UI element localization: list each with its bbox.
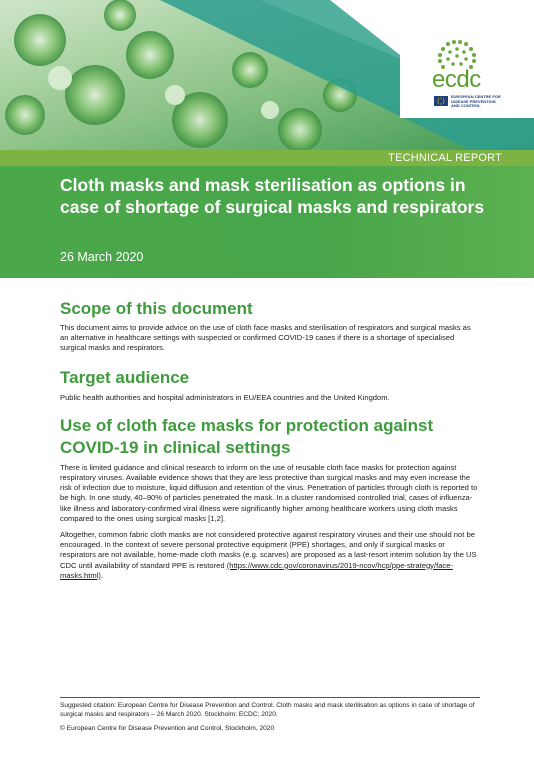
logo-org-line-2: DISEASE PREVENTION — [451, 98, 496, 104]
cloth-masks-heading: Use of cloth face masks for protection against COVID-19 in clinical settings — [60, 415, 434, 457]
header-banner — [0, 0, 534, 150]
cloth-masks-para-2-tail: . — [100, 570, 104, 580]
document-body — [60, 298, 480, 581]
logo-org-name — [451, 95, 501, 109]
footer-divider — [60, 697, 480, 698]
citation-text: Suggested citation: European Centre for Disease Prevention and Control. Cloth masks and mask sterilisation as options in case of shortage of surgical masks and respirators – 26 March 2020. Stockholm: ECDC; 2020. — [60, 702, 475, 718]
audience-text: Public health authorities and hospital administrators in EU/EEA countries and the United Kingdom. — [60, 392, 390, 402]
footer — [60, 697, 490, 734]
logo-wordmark: ecdc — [432, 66, 481, 93]
cloth-masks-para-1: There is limited guidance and clinical research to inform on the use of reusable cloth face masks for protection against respiratory viruses. Available evidence shows that they are less protective than surgical masks and may even increase the risk of infection due to moisture, liquid diffusion and retention of the virus. Penetration of particles through cloth is reported to be high. In one study, 40–90% of particles penetrated the mask. In a cluster randomised controlled trial, cases of influenza-like illness and laboratory-confirmed viral illness were significantly higher among healthcare workers using cloth masks compared to the ones using surgical masks [1,2]. — [60, 462, 478, 523]
cloth-masks-para-2-text: Altogether, common fabric cloth masks are not considered protective against respiratory viruses and their use should not be encouraged. In the context of severe personal protective equipment (PPE) shortages, and only if surgical masks or respirators are not available, home-made cloth masks (e.g. scarves) are proposed as a last-resort interim solution by the US CDC until availability of standard PPE is restored — [60, 530, 477, 570]
report-type-strip — [0, 150, 534, 166]
title-block — [0, 166, 534, 278]
cdc-guidance-link[interactable]: (https://www.cdc.gov/coronavirus/2019-ncov/hcp/ppe-strategy/face-masks.html) — [60, 560, 453, 580]
audience-heading: Target audience — [60, 367, 190, 387]
copyright-text: © European Centre for Disease Prevention and Control, Stockholm, 2020 — [60, 725, 275, 733]
eu-flag-icon — [434, 96, 448, 106]
scope-heading: Scope of this document — [60, 299, 253, 318]
document-title: Cloth masks and mask sterilisation as options in case of shortage of surgical masks and respirators — [60, 175, 485, 217]
report-type-label: TECHNICAL REPORT — [388, 152, 502, 164]
logo-org-line-3: AND CONTROL — [451, 103, 481, 109]
scope-text: This document aims to provide advice on the use of cloth face masks and sterilisation of respirators and surgical masks as an alternative in healthcare settings with suspected or confirmed COVID-19 cases if there is a shortage of specialised surgical masks and respirators. — [60, 323, 471, 353]
cloth-masks-para-2 — [60, 530, 480, 581]
logo-org-line-1: EUROPEAN CENTRE FOR — [451, 94, 501, 99]
document-date: 26 March 2020 — [60, 250, 144, 264]
